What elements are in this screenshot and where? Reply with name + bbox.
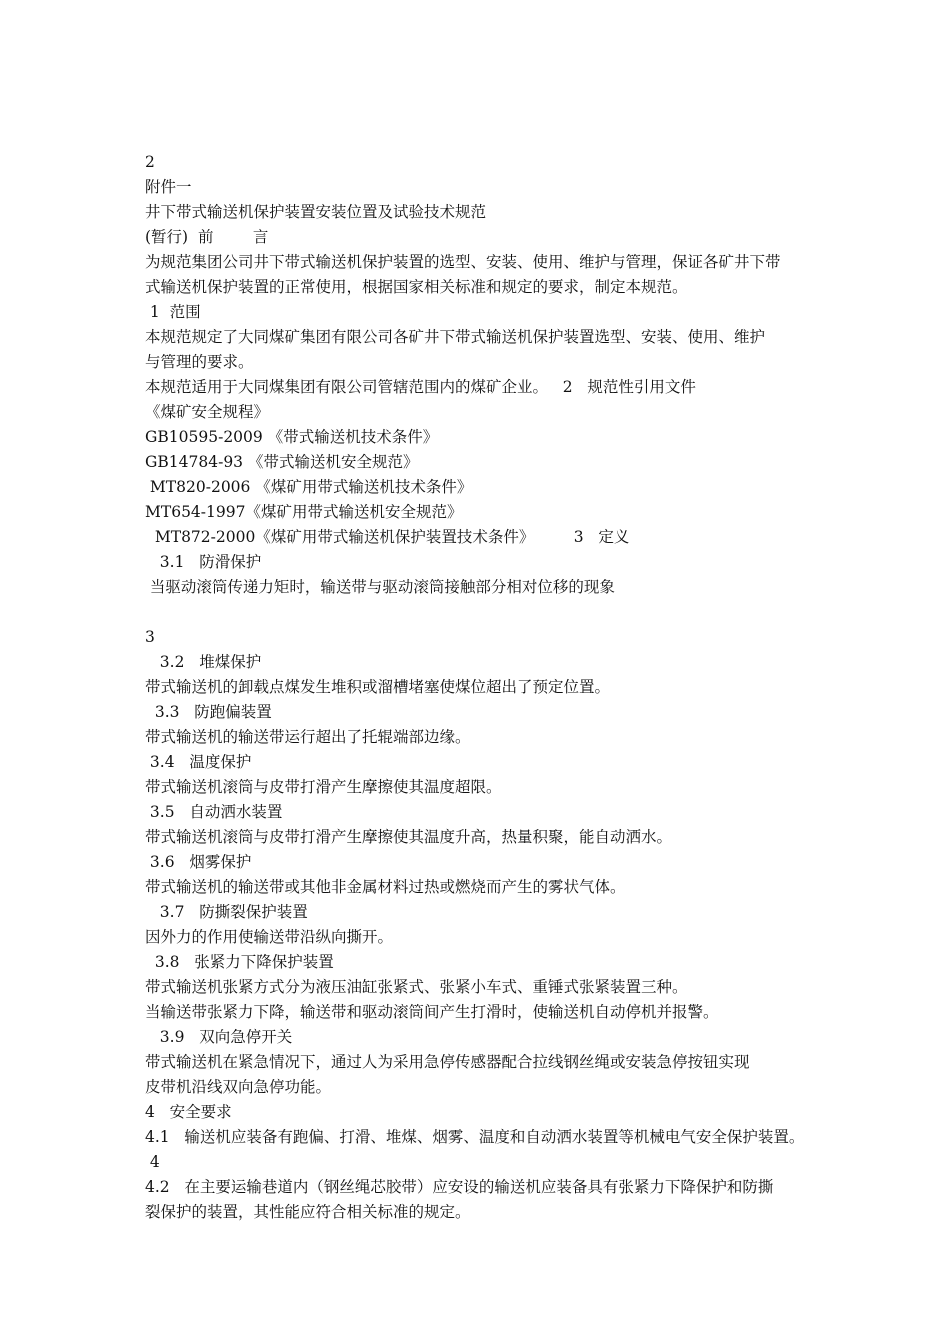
paragraph-line: 当驱动滚筒传递力矩时，输送带与驱动滚筒接触部分相对位移的现象 (145, 578, 615, 596)
section-heading: 3.5 自动洒水装置 (145, 803, 283, 821)
section-heading: 3.3 防跑偏装置 (145, 703, 272, 721)
paragraph-line: 带式输送机在紧急情况下，通过人为采用急停传感器配合拉线钢丝绳或安装急停按钮实现 (145, 1053, 750, 1071)
preface-heading: (暂行) 前 言 (145, 228, 269, 246)
section-heading: 3.1 防滑保护 (145, 553, 262, 571)
section-heading: 3.4 温度保护 (145, 753, 252, 771)
reference-item: GB14784-93 《带式输送机安全规范》 (145, 453, 419, 471)
paragraph-line: 带式输送机滚筒与皮带打滑产生摩擦使其温度超限。 (145, 778, 502, 796)
attachment-label: 附件一 (145, 178, 192, 196)
section-heading: 3.6 烟雾保护 (145, 853, 252, 871)
paragraph-line: 带式输送机张紧方式分为液压油缸张紧式、张紧小车式、重锤式张紧装置三种。 (145, 978, 688, 996)
page-number: 3 (145, 628, 155, 646)
paragraph-line: 4.2 在主要运输巷道内（钢丝绳芯胶带）应安设的输送机应装备具有张紧力下降保护和防撕 (145, 1178, 774, 1196)
paragraph-line: 因外力的作用使输送带沿纵向撕开。 (145, 928, 394, 946)
reference-item: GB10595-2009 《带式输送机技术条件》 (145, 428, 439, 446)
paragraph-line: 与管理的要求。 (145, 353, 254, 371)
section-heading: 3.7 防撕裂保护装置 (145, 903, 308, 921)
paragraph-line: 当输送带张紧力下降，输送带和驱动滚筒间产生打滑时，使输送机自动停机并报警。 (145, 1003, 719, 1021)
paragraph-line: 本规范规定了大同煤矿集团有限公司各矿井下带式输送机保护装置选型、安装、使用、维护 (145, 328, 766, 346)
reference-item: 《煤矿安全规程》 (145, 403, 270, 421)
reference-item: MT820-2006 《煤矿用带式输送机技术条件》 (145, 478, 473, 496)
section-heading: 3.9 双向急停开关 (145, 1028, 293, 1046)
section-heading: 3.2 堆煤保护 (145, 653, 262, 671)
paragraph-line: 裂保护的装置，其性能应符合相关标准的规定。 (145, 1203, 471, 1221)
document-title: 井下带式输送机保护装置安装位置及试验技术规范 (145, 203, 487, 221)
section-heading: 1 范围 (145, 303, 201, 321)
section-heading: 3.8 张紧力下降保护装置 (145, 953, 334, 971)
reference-item: MT872-2000《煤矿用带式输送机保护装置技术条件》 3 定义 (145, 528, 630, 546)
paragraph-line: 式输送机保护装置的正常使用，根据国家相关标准和规定的要求，制定本规范。 (145, 278, 688, 296)
paragraph-line: 带式输送机的卸载点煤发生堆积或溜槽堵塞使煤位超出了预定位置。 (145, 678, 611, 696)
paragraph-line: 带式输送机的输送带或其他非金属材料过热或燃烧而产生的雾状气体。 (145, 878, 626, 896)
reference-item: MT654-1997《煤矿用带式输送机安全规范》 (145, 503, 463, 521)
paragraph-line: 带式输送机滚筒与皮带打滑产生摩擦使其温度升高，热量积聚，能自动洒水。 (145, 828, 673, 846)
page-number: 2 (145, 153, 155, 171)
paragraph-line: 皮带机沿线双向急停功能。 (145, 1078, 332, 1096)
paragraph-line: 为规范集团公司井下带式输送机保护装置的选型、安装、使用、维护与管理，保证各矿井下带 (145, 253, 781, 271)
paragraph-line: 带式输送机的输送带运行超出了托辊端部边缘。 (145, 728, 471, 746)
paragraph-line: 本规范适用于大同煤集团有限公司管辖范围内的煤矿企业。 2 规范性引用文件 (145, 378, 696, 396)
section-heading: 4 安全要求 (145, 1103, 232, 1121)
page-number: 4 (145, 1153, 160, 1171)
paragraph-line: 4.1 输送机应装备有跑偏、打滑、堆煤、烟雾、温度和自动洒水装置等机械电气安全保护装置。 (145, 1128, 805, 1146)
